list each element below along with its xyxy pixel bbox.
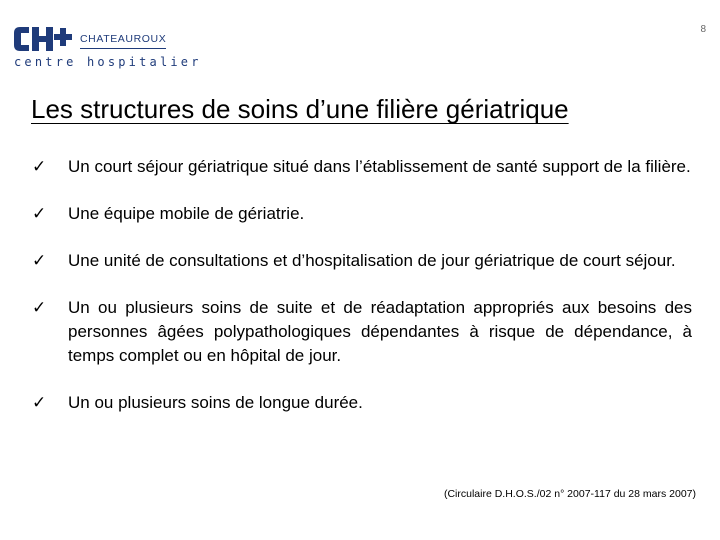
bullet-text: Une équipe mobile de gériatrie.: [68, 204, 305, 223]
bullet-text: Une unité de consultations et d’hospitalisation de jour gériatrique de court séjour.: [68, 251, 676, 270]
bullet-text: Un ou plusieurs soins de suite et de réadaptation appropriés aux besoins des personnes âgées polypathologiques dépendantes à risque de dépendance, à temps complet ou en hôpital de jour.: [68, 298, 692, 365]
bullet-item-consultations: [32, 249, 692, 273]
logo-divider: [80, 48, 166, 49]
checkmark-icon: ✓: [32, 204, 47, 224]
bullet-item-soins-de-suite: [32, 296, 692, 368]
hospital-logo: [12, 24, 202, 70]
bullet-text: Un ou plusieurs soins de longue durée.: [68, 393, 363, 412]
checkmark-icon: ✓: [32, 298, 47, 318]
checkmark-icon: ✓: [32, 393, 47, 413]
checkmark-icon: ✓: [32, 251, 47, 271]
logo-subtitle: centre hospitalier: [14, 55, 202, 69]
page-number: 8: [700, 24, 706, 35]
bullet-list: [32, 155, 692, 415]
bullet-item-longue-duree: [32, 391, 692, 415]
bullet-item-court-sejour: [32, 155, 692, 179]
bullet-item-equipe-mobile: [32, 202, 692, 226]
ch-plus-logo-mark: [12, 24, 76, 54]
bullet-text: Un court séjour gériatrique situé dans l’établissement de santé support de la filière.: [68, 157, 691, 176]
slide-title: Les structures de soins d’une filière gériatrique: [31, 94, 569, 124]
logo-city-name: CHATEAUROUX: [80, 33, 167, 45]
checkmark-icon: ✓: [32, 157, 47, 177]
source-citation: (Circulaire D.H.O.S./02 n° 2007-117 du 28 mars 2007): [443, 488, 696, 500]
